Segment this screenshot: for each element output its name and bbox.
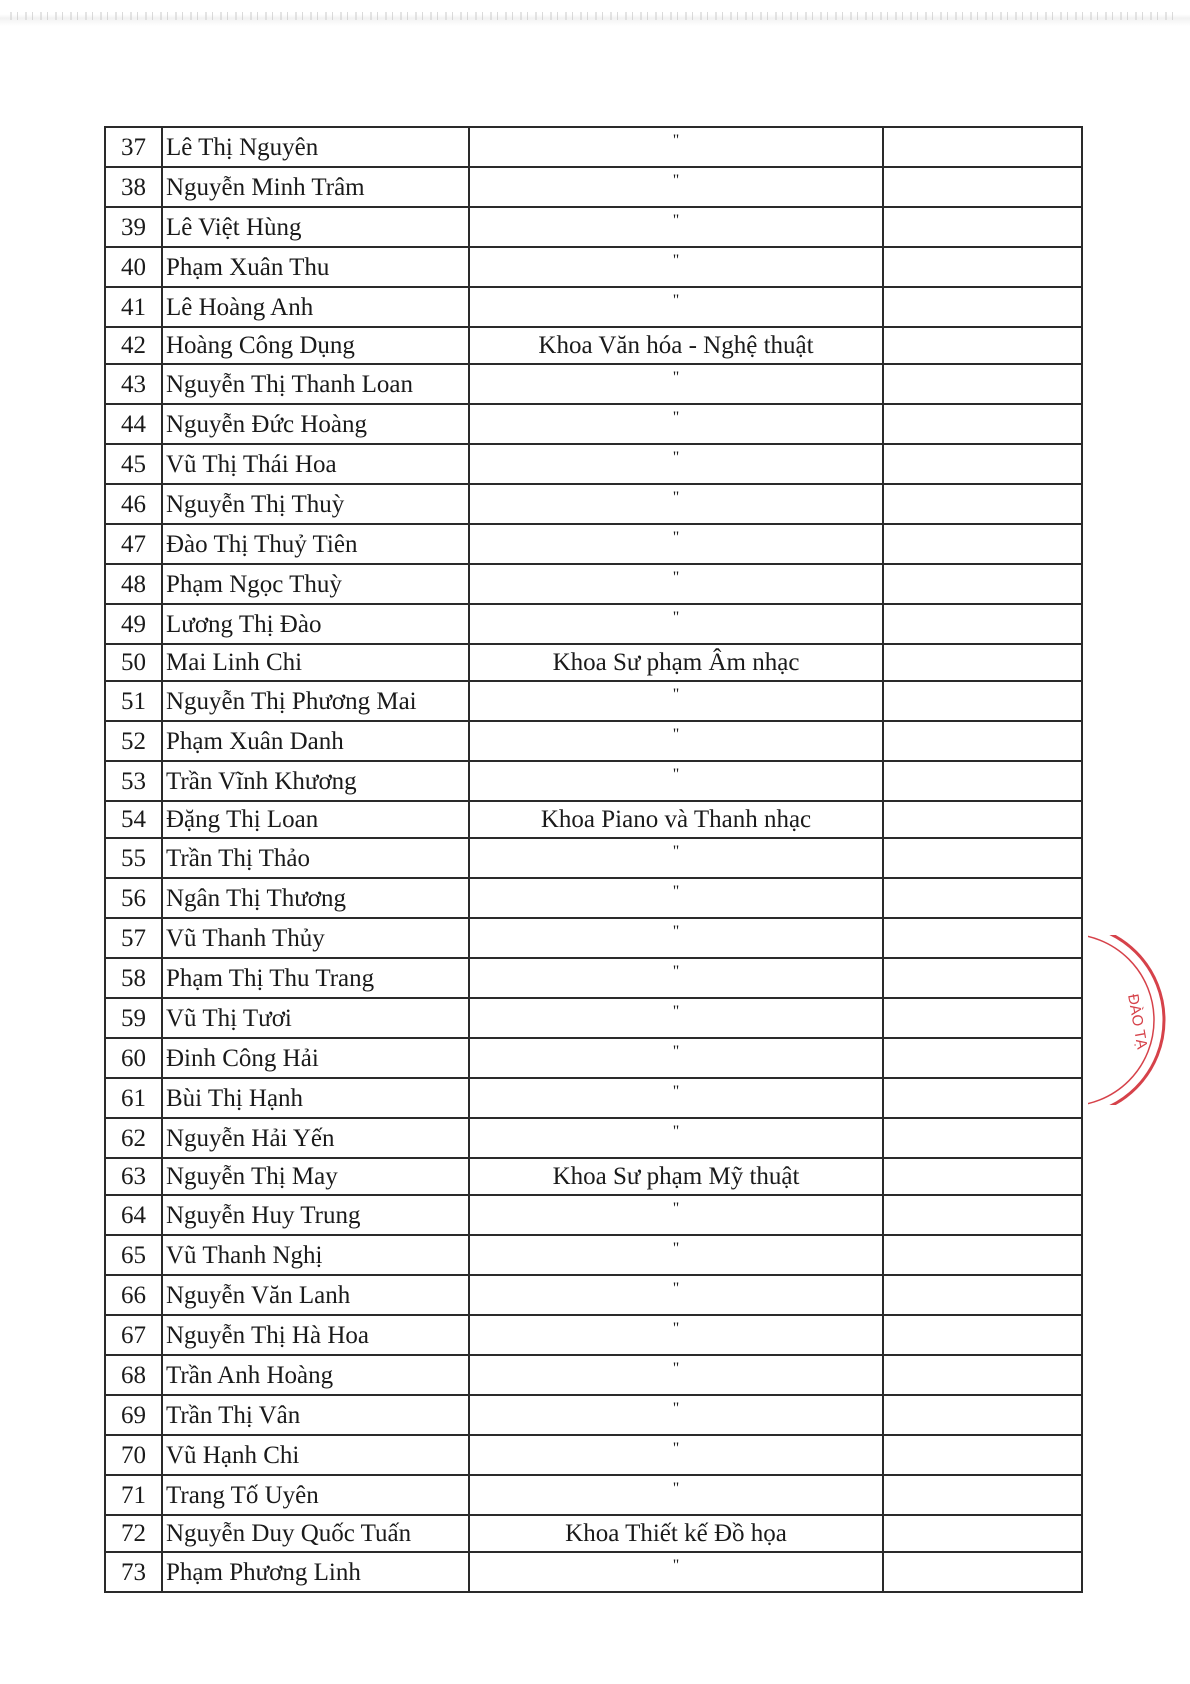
stamp-text-dao: ĐÀO TẠ [1124, 992, 1151, 1051]
row-number: 73 [105, 1552, 162, 1592]
department: Khoa Sư phạm Âm nhạc [469, 644, 883, 681]
table-row [105, 644, 1082, 681]
ditto-mark: " [672, 1320, 680, 1337]
full-name: Nguyễn Thị Phương Mai [162, 681, 469, 721]
full-name: Đinh Công Hải [162, 1038, 469, 1078]
ditto-mark: " [672, 1003, 680, 1020]
note-cell [883, 801, 1082, 838]
row-number: 42 [105, 327, 162, 364]
note-cell [883, 444, 1082, 484]
note-cell [883, 404, 1082, 444]
department [469, 958, 883, 998]
row-number: 64 [105, 1195, 162, 1235]
ditto-mark: " [672, 726, 680, 743]
full-name: Nguyễn Thị Thuỳ [162, 484, 469, 524]
full-name: Lê Thị Nguyên [162, 127, 469, 167]
note-cell [883, 1078, 1082, 1118]
note-cell [883, 1275, 1082, 1315]
row-number: 45 [105, 444, 162, 484]
ditto-mark: " [672, 963, 680, 980]
department [469, 404, 883, 444]
department [469, 1038, 883, 1078]
table-row [105, 998, 1082, 1038]
table-row [105, 761, 1082, 801]
full-name: Ngân Thị Thương [162, 878, 469, 918]
ditto-mark: " [672, 569, 680, 586]
row-number: 72 [105, 1515, 162, 1552]
row-number: 54 [105, 801, 162, 838]
full-name: Nguyễn Thị Hà Hoa [162, 1315, 469, 1355]
department [469, 1475, 883, 1515]
table-row [105, 1235, 1082, 1275]
note-cell [883, 287, 1082, 327]
note-cell [883, 1435, 1082, 1475]
full-name: Trần Vĩnh Khương [162, 761, 469, 801]
row-number: 55 [105, 838, 162, 878]
department [469, 1552, 883, 1592]
full-name: Phạm Xuân Danh [162, 721, 469, 761]
full-name: Trần Thị Thảo [162, 838, 469, 878]
department [469, 564, 883, 604]
row-number: 48 [105, 564, 162, 604]
note-cell [883, 761, 1082, 801]
row-number: 46 [105, 484, 162, 524]
department [469, 287, 883, 327]
row-number: 69 [105, 1395, 162, 1435]
department [469, 444, 883, 484]
department [469, 721, 883, 761]
note-cell [883, 721, 1082, 761]
note-cell [883, 247, 1082, 287]
department: Khoa Thiết kế Đồ họa [469, 1515, 883, 1552]
table-body [105, 127, 1082, 1592]
department [469, 1275, 883, 1315]
note-cell [883, 524, 1082, 564]
ditto-mark: " [672, 529, 680, 546]
table-row [105, 918, 1082, 958]
table-row [105, 1315, 1082, 1355]
ditto-mark: " [672, 766, 680, 783]
table-row [105, 1038, 1082, 1078]
ditto-mark: " [672, 843, 680, 860]
ditto-mark: " [672, 212, 680, 229]
department [469, 761, 883, 801]
row-number: 56 [105, 878, 162, 918]
row-number: 65 [105, 1235, 162, 1275]
department [469, 918, 883, 958]
row-number: 38 [105, 167, 162, 207]
ditto-mark: " [672, 1280, 680, 1297]
table-row [105, 721, 1082, 761]
note-cell [883, 1158, 1082, 1195]
department [469, 1195, 883, 1235]
department: Khoa Văn hóa - Nghệ thuật [469, 327, 883, 364]
ditto-mark: " [672, 1400, 680, 1417]
department [469, 878, 883, 918]
row-number: 41 [105, 287, 162, 327]
note-cell [883, 127, 1082, 167]
row-number: 62 [105, 1118, 162, 1158]
full-name: Lê Hoàng Anh [162, 287, 469, 327]
department [469, 1395, 883, 1435]
ditto-mark: " [672, 923, 680, 940]
department [469, 1315, 883, 1355]
ditto-mark: " [672, 292, 680, 309]
ditto-mark: " [672, 1200, 680, 1217]
note-cell [883, 564, 1082, 604]
ditto-mark: " [672, 609, 680, 626]
department [469, 838, 883, 878]
table-row [105, 1118, 1082, 1158]
full-name: Nguyễn Đức Hoàng [162, 404, 469, 444]
table-row [105, 404, 1082, 444]
row-number: 40 [105, 247, 162, 287]
table-row [105, 1078, 1082, 1118]
table-row [105, 364, 1082, 404]
full-name: Bùi Thị Hạnh [162, 1078, 469, 1118]
ditto-mark: " [672, 369, 680, 386]
table-row [105, 1435, 1082, 1475]
note-cell [883, 364, 1082, 404]
note-cell [883, 1235, 1082, 1275]
table-row [105, 958, 1082, 998]
row-number: 37 [105, 127, 162, 167]
row-number: 68 [105, 1355, 162, 1395]
full-name: Nguyễn Văn Lanh [162, 1275, 469, 1315]
table-row [105, 287, 1082, 327]
ditto-mark: " [672, 409, 680, 426]
department [469, 524, 883, 564]
full-name: Mai Linh Chi [162, 644, 469, 681]
table-row [105, 1355, 1082, 1395]
table-row [105, 167, 1082, 207]
row-number: 66 [105, 1275, 162, 1315]
row-number: 51 [105, 681, 162, 721]
ditto-mark: " [672, 252, 680, 269]
note-cell [883, 1315, 1082, 1355]
full-name: Phạm Thị Thu Trang [162, 958, 469, 998]
row-number: 71 [105, 1475, 162, 1515]
row-number: 60 [105, 1038, 162, 1078]
ditto-mark: " [672, 1123, 680, 1140]
ditto-mark: " [672, 1043, 680, 1060]
full-name: Trang Tố Uyên [162, 1475, 469, 1515]
red-seal-stamp [1088, 935, 1174, 1105]
table-row [105, 484, 1082, 524]
full-name: Trần Anh Hoàng [162, 1355, 469, 1395]
full-name: Hoàng Công Dụng [162, 327, 469, 364]
row-number: 44 [105, 404, 162, 444]
department [469, 247, 883, 287]
full-name: Vũ Hạnh Chi [162, 1435, 469, 1475]
table-row [105, 604, 1082, 644]
table-row [105, 1552, 1082, 1592]
note-cell [883, 327, 1082, 364]
full-name: Vũ Thanh Nghị [162, 1235, 469, 1275]
full-name: Nguyễn Thị Thanh Loan [162, 364, 469, 404]
note-cell [883, 167, 1082, 207]
row-number: 39 [105, 207, 162, 247]
row-number: 43 [105, 364, 162, 404]
table-row [105, 207, 1082, 247]
department [469, 484, 883, 524]
table-row [105, 564, 1082, 604]
ditto-mark: " [672, 1480, 680, 1497]
full-name: Lê Việt Hùng [162, 207, 469, 247]
full-name: Vũ Thị Tươi [162, 998, 469, 1038]
department [469, 604, 883, 644]
full-name: Đặng Thị Loan [162, 801, 469, 838]
ditto-mark: " [672, 1083, 680, 1100]
row-number: 57 [105, 918, 162, 958]
note-cell [883, 1395, 1082, 1435]
department [469, 167, 883, 207]
row-number: 59 [105, 998, 162, 1038]
row-number: 63 [105, 1158, 162, 1195]
row-number: 50 [105, 644, 162, 681]
full-name: Phạm Xuân Thu [162, 247, 469, 287]
full-name: Nguyễn Thị May [162, 1158, 469, 1195]
note-cell [883, 1118, 1082, 1158]
full-name: Vũ Thị Thái Hoa [162, 444, 469, 484]
ditto-mark: " [672, 449, 680, 466]
note-cell [883, 998, 1082, 1038]
department [469, 1435, 883, 1475]
table-row [105, 1395, 1082, 1435]
department [469, 998, 883, 1038]
department [469, 364, 883, 404]
ditto-mark: " [672, 1240, 680, 1257]
department: Khoa Piano và Thanh nhạc [469, 801, 883, 838]
staff-list-table [104, 126, 1083, 1593]
row-number: 58 [105, 958, 162, 998]
table-row [105, 1275, 1082, 1315]
department [469, 1118, 883, 1158]
note-cell [883, 207, 1082, 247]
department [469, 127, 883, 167]
ditto-mark: " [672, 686, 680, 703]
note-cell [883, 644, 1082, 681]
note-cell [883, 1552, 1082, 1592]
note-cell [883, 838, 1082, 878]
note-cell [883, 1355, 1082, 1395]
ditto-mark: " [672, 883, 680, 900]
row-number: 47 [105, 524, 162, 564]
full-name: Trần Thị Vân [162, 1395, 469, 1435]
table-row [105, 681, 1082, 721]
full-name: Vũ Thanh Thủy [162, 918, 469, 958]
table-row [105, 878, 1082, 918]
table-row [105, 801, 1082, 838]
scan-noise-strip [10, 12, 1175, 20]
full-name: Nguyễn Huy Trung [162, 1195, 469, 1235]
table-row [105, 524, 1082, 564]
row-number: 61 [105, 1078, 162, 1118]
table-row [105, 1195, 1082, 1235]
ditto-mark: " [672, 489, 680, 506]
note-cell [883, 484, 1082, 524]
ditto-mark: " [672, 172, 680, 189]
department: Khoa Sư phạm Mỹ thuật [469, 1158, 883, 1195]
row-number: 53 [105, 761, 162, 801]
table-row [105, 1475, 1082, 1515]
full-name: Phạm Ngọc Thuỳ [162, 564, 469, 604]
full-name: Nguyễn Hải Yến [162, 1118, 469, 1158]
note-cell [883, 918, 1082, 958]
row-number: 67 [105, 1315, 162, 1355]
full-name: Nguyễn Duy Quốc Tuấn [162, 1515, 469, 1552]
department [469, 1078, 883, 1118]
table-row [105, 838, 1082, 878]
note-cell [883, 681, 1082, 721]
table-row [105, 1515, 1082, 1552]
full-name: Nguyễn Minh Trâm [162, 167, 469, 207]
table-row [105, 127, 1082, 167]
ditto-mark: " [672, 132, 680, 149]
row-number: 52 [105, 721, 162, 761]
full-name: Phạm Phương Linh [162, 1552, 469, 1592]
table-row [105, 444, 1082, 484]
full-name: Lương Thị Đào [162, 604, 469, 644]
note-cell [883, 1475, 1082, 1515]
note-cell [883, 1195, 1082, 1235]
department [469, 1235, 883, 1275]
department [469, 1355, 883, 1395]
department [469, 681, 883, 721]
department [469, 207, 883, 247]
note-cell [883, 1515, 1082, 1552]
note-cell [883, 878, 1082, 918]
table-row [105, 327, 1082, 364]
full-name: Đào Thị Thuỷ Tiên [162, 524, 469, 564]
ditto-mark: " [672, 1557, 680, 1574]
note-cell [883, 958, 1082, 998]
ditto-mark: " [672, 1440, 680, 1457]
ditto-mark: " [672, 1360, 680, 1377]
row-number: 49 [105, 604, 162, 644]
table-row [105, 1158, 1082, 1195]
note-cell [883, 604, 1082, 644]
row-number: 70 [105, 1435, 162, 1475]
table-row [105, 247, 1082, 287]
note-cell [883, 1038, 1082, 1078]
